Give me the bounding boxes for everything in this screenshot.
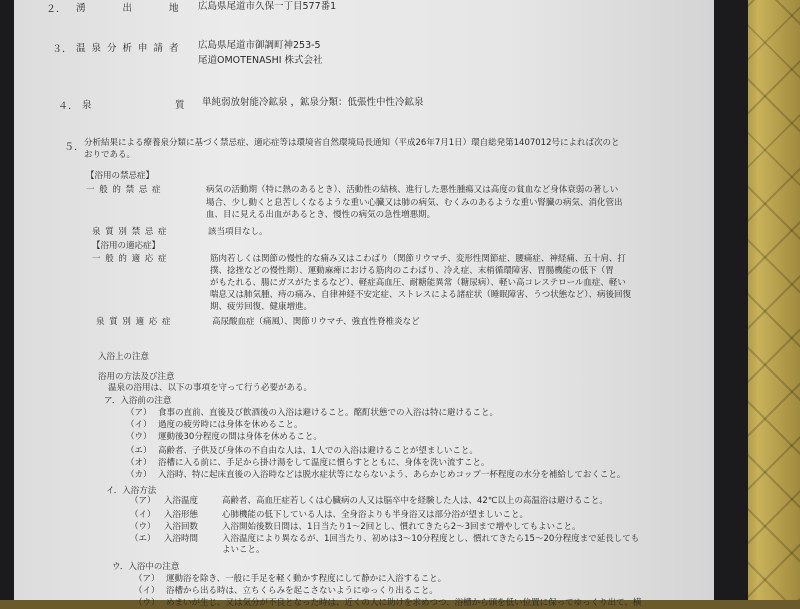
a-item-mark: （イ）	[126, 420, 152, 430]
i-item-mark: （ア）	[130, 496, 156, 506]
section-i-title: イ．入浴方法	[106, 486, 157, 496]
i-item-text: 高齢者、高血圧症若しくは心臓病の人又は脳卒中を経験した人は、42℃以上の高温浴は避けること。	[222, 496, 608, 506]
a-item-text: 食事の直前、直後及び飲酒後の入浴は避けること。酩酊状態での入浴は特に避けること。	[158, 408, 499, 418]
item-2-number: ２．	[46, 4, 66, 15]
i-item-label: 入浴回数	[164, 522, 199, 532]
item-5-line-1: 分析結果による療養泉分類に基づく禁忌症、適応症等は環境省自然環境局長通知（平成26年7月1日）環自総発第1407012号によれば次のと	[84, 138, 620, 148]
item-3-number: ３．	[52, 44, 72, 55]
spring-tekio-value: 高尿酸血症（痛風）、関節リウマチ、強直性脊椎炎など	[212, 317, 420, 327]
bath-tekio-header: 【浴用の適応症】	[92, 241, 161, 251]
a-item-mark: （ウ）	[126, 432, 152, 442]
u-item-mark: （ウ）	[134, 598, 160, 608]
item-3-label: 温泉分析申請者	[76, 43, 185, 54]
i-item-text: 入浴開始後数日間は、1日当たり1～2回とし、慣れてきたら2～3回まで増やしてもよいこと。	[222, 522, 581, 532]
general-tekio-line-3: がもたれる、腸にガスがたまるなど）、軽症高血圧、耐糖能異常（糖尿病）、軽い高コレステロール血症、軽い	[210, 278, 626, 288]
a-item-mark: （オ）	[126, 458, 152, 468]
general-tekio-line-4: 喘息又は肺気腫、痔の痛み、自律神経不安定症、ストレスによる諸症状（睡眠障害、うつ状態など）、病後回復	[210, 290, 632, 300]
u-item-mark: （ア）	[134, 574, 160, 584]
a-item-text: 入浴時、特に起床直後の入浴時などは脱水症状等にならないよう、あらかじめコップ一杯程度の水分を補給しておくこと。	[158, 470, 626, 480]
spring-kinki-label: 泉 質 別 禁 忌 症	[92, 227, 168, 237]
section-a-title: ア．入浴前の注意	[104, 396, 172, 406]
general-tekio-line-5: 期、疲労回復、健康増進。	[210, 302, 313, 312]
i-item-mark: （エ）	[130, 534, 156, 544]
a-item-text: 浴槽に入る前に、手足から掛け湯をして温度に慣らすとともに、身体を洗い流すこと。	[158, 458, 490, 468]
general-kinki-line-2: 場合、少し動くと息苦しくなるような重い心臓又は肺の病気、むくみのあるような重い腎臓の病気、消化管出	[206, 198, 623, 208]
item-2-value: 広島県尾道市久保一丁目577番1	[198, 1, 337, 12]
i-item-mark: （ウ）	[130, 522, 156, 532]
u-item-text: めまいが生じ、又は気分が不良となった時は、近くの人に助けを求めつつ、浴槽から頭を低い位置に保ってゆっくり出て、横	[166, 598, 642, 608]
u-item-mark: （イ）	[134, 586, 160, 596]
spring-tekio-label: 泉 質 別 適 応 症	[96, 317, 172, 327]
i-item-label: 入浴時間	[164, 534, 199, 544]
item-2-label: 湧 出 地	[76, 3, 185, 14]
item-4-value: 単純弱放射能冷鉱泉 ，鉱泉分類：低張性中性冷鉱泉	[202, 97, 424, 108]
a-item-mark: （カ）	[126, 470, 152, 480]
bath-kinki-header: 【浴用の禁忌症】	[86, 171, 155, 181]
i-item-text: 心肺機能の低下している人は、全身浴よりも半身浴又は部分浴が望ましいこと。	[222, 510, 529, 520]
a-item-text: 過度の疲労時には身体を休めること。	[158, 420, 303, 430]
a-item-mark: （ア）	[126, 408, 152, 418]
i-item-text: 入浴温度により異なるが、1回当たり、初めは3～10分程度とし、慣れてきたら15～20分程度まで延長しても	[222, 534, 640, 544]
a-item-text: 高齢者、子供及び身体の不自由な人は、1人での入浴は避けることが望ましいこと。	[158, 446, 478, 456]
general-kinki-line-1: 病気の活動期（特に熱のあるとき）、活動性の結核、進行した悪性腫瘍又は高度の貧血など身体衰弱の著しい	[206, 185, 619, 195]
i-item-text-continued: よいこと。	[222, 545, 265, 555]
a-item-mark: （エ）	[126, 446, 152, 456]
a-item-text: 運動後30分程度の間は身体を休めること。	[158, 432, 322, 442]
i-item-label: 入浴形態	[164, 510, 199, 520]
item-4-label: 泉 質	[82, 100, 191, 111]
hot-spring-analysis-document	[14, 0, 714, 608]
item-5-number: ５．	[64, 142, 84, 153]
u-item-text: 浴槽から出る時は、立ちくらみを起こさないようにゆっくり出ること。	[166, 586, 438, 596]
item-4-number: ４．	[58, 101, 78, 112]
item-3-value-address: 広島県尾道市御調町神253-5	[198, 40, 321, 51]
general-kinki-label: 一 般 的 禁 忌 症	[86, 185, 162, 195]
method-title: 浴用の方法及び注意	[98, 372, 175, 382]
item-5-line-2: おりである。	[84, 150, 136, 160]
method-intro: 温泉の浴用は、以下の事項を守って行う必要がある。	[108, 383, 313, 393]
general-kinki-line-3: 血、目に見える出血があるとき、慢性の病気の急性増悪期。	[206, 210, 436, 220]
notes-title: 入浴上の注意	[98, 352, 150, 362]
general-tekio-label: 一 般 的 適 応 症	[92, 254, 168, 264]
i-item-label: 入浴温度	[164, 496, 199, 506]
general-tekio-line-2: 撲、捻挫などの慢性期）、運動麻痺における筋肉のこわばり、冷え症、末梢循環障害、胃腸機能の低下（胃	[210, 266, 614, 276]
spring-kinki-value: 該当項目なし。	[208, 227, 268, 237]
u-item-text: 運動浴を除き、一般に手足を軽く動かす程度にして静かに入浴すること。	[166, 574, 447, 584]
general-tekio-line-1: 筋肉若しくは関節の慢性的な痛み又はこわばり（関節リウマチ、変形性関節症、腰痛症、神経痛、五十肩、打	[210, 254, 626, 264]
item-3-value-company: 尾道OMOTENASHI 株式会社	[198, 55, 323, 66]
i-item-mark: （イ）	[130, 510, 156, 520]
section-u-title: ウ．入浴中の注意	[112, 562, 180, 572]
